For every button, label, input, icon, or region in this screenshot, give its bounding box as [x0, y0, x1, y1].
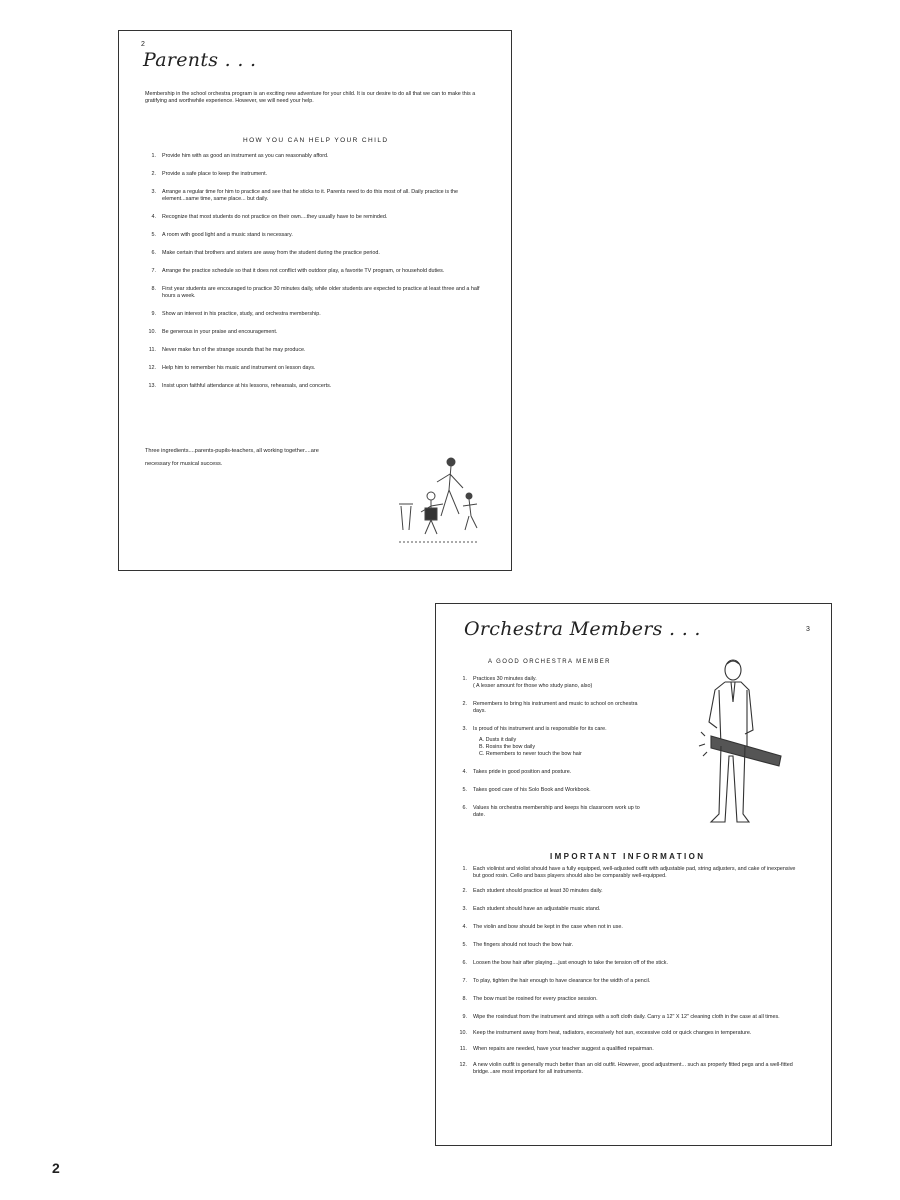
sub-item: C. Remembers to never touch the bow hair — [479, 751, 582, 757]
parents-title: Parents . . . — [143, 49, 257, 71]
list-item: 3. Each student should have an adjustable music stand. — [462, 906, 601, 912]
list-item: 9. Show an interest in his practice, study, and orchestra membership. — [151, 311, 321, 317]
list-item: 6. Loosen the bow hair after playing....just enough to take the tension off of the stick. — [462, 960, 668, 966]
orchestra-member-list — [450, 676, 650, 830]
list-item: 1. Practices 30 minutes daily. ( A lesser amount for those who study piano, also) — [462, 676, 593, 689]
list-item: 8. The bow must be rosined for every practice session. — [462, 996, 598, 1002]
list-item: 11. Never make fun of the strange sounds that he may produce. — [148, 347, 306, 353]
parents-list — [139, 153, 489, 401]
list-item: 5. A room with good light and a music stand is necessary. — [151, 232, 293, 238]
orchestra-title: Orchestra Members . . . — [464, 618, 701, 640]
list-item: 12. A new violin outfit is generally much better than an old outfit. However, good adjustment... such as properly fitted pegs and a well-fitted bridge...are most important for all instruments. — [459, 1062, 793, 1075]
list-item: 11. When repairs are needed, have your teacher suggest a qualified repairman. — [459, 1046, 654, 1052]
list-item: 1. Provide him with as good an instrument as you can reasonably afford. — [151, 153, 329, 159]
list-item: 2. Provide a safe place to keep the instrument. — [151, 171, 268, 177]
list-item: 6. Values his orchestra membership and keeps his classroom work up to date. — [462, 805, 640, 818]
parents-intro: Membership in the school orchestra program is an exciting new adventure for your child. It is our desire to do all that we can to make this a gratifying and worthwhile experience. However, we will need your help. — [145, 91, 476, 104]
orchestra-heading: A GOOD ORCHESTRA MEMBER — [488, 659, 611, 665]
parents-heading: HOW YOU CAN HELP YOUR CHILD — [243, 137, 389, 144]
list-item: 5. The fingers should not touch the bow hair. — [462, 942, 574, 948]
list-item: 5. Takes good care of his Solo Book and Workbook. — [462, 787, 591, 793]
list-item: 10. Keep the instrument away from heat, radiators, excessively hot sun, excessive cold or quick changes in temperature. — [459, 1030, 752, 1036]
family-illustration — [389, 446, 489, 551]
list-item: 10. Be generous in your praise and encouragement. — [148, 329, 278, 335]
parents-page — [118, 30, 512, 571]
orchestra-page-number: 3 — [806, 626, 810, 633]
list-item: 2. Each student should practice at least 30 minutes daily. — [462, 888, 603, 894]
parents-page-number: 2 — [141, 41, 145, 48]
list-item: 7. To play, tighten the hair enough to have clearance for the width of a pencil. — [462, 978, 651, 984]
sub-item: B. Rosins the bow daily — [479, 744, 536, 750]
list-item: 7. Arrange the practice schedule so that it does not conflict with outdoor play, a favorite TV program, or household duties. — [151, 268, 445, 274]
sub-item: A. Dusts it daily — [479, 737, 517, 743]
list-item: 2. Remembers to bring his instrument and music to school on orchestra days. — [462, 701, 638, 714]
orchestra-member-illustration — [691, 656, 791, 831]
important-information-list — [450, 866, 800, 1082]
parents-outro: Three ingredients....parents-pupils-teachers, all working together....are necessary for musical success. — [145, 448, 319, 467]
list-item: 8. First year students are encouraged to practice 30 minutes daily, while older students are expected to practice at least three and a half hours a week. — [151, 286, 480, 299]
list-item: 4. Recognize that most students do not practice on their own....they usually have to be reminded. — [151, 214, 388, 220]
list-item: 3. Arrange a regular time for him to practice and see that he sticks to it. Parents need to do this most of all. Daily practice is the element...same time, same place... but daily. — [151, 189, 459, 202]
orchestra-page — [435, 603, 832, 1146]
important-information-heading: IMPORTANT INFORMATION — [550, 852, 706, 861]
list-item: 6. Make certain that brothers and sisters are away from the student during the practice period. — [151, 250, 380, 256]
page-number: 2 — [52, 1160, 60, 1176]
list-item: 3. Is proud of his instrument and is responsible for its care. A. Dusts it daily B. Rosins the bow daily C. Remembers to never touch the bow hair — [450, 726, 650, 758]
list-item: 1. Each violinist and violist should have a fully equipped, well-adjusted outfit with adjustable pad, string adjusters, and cake of inexpensive but good rosin. Cello and bass players should also be comparably well-equipped. — [462, 866, 796, 879]
list-item: 4. The violin and bow should be kept in the case when not in use. — [462, 924, 623, 930]
list-item: 4. Takes pride in good position and posture. — [462, 769, 572, 775]
list-item: 13. Insist upon faithful attendance at his lessons, rehearsals, and concerts. — [148, 383, 332, 389]
list-item: 12. Help him to remember his music and instrument on lesson days. — [148, 365, 316, 371]
list-item: 9. Wipe the rosindust from the instrument and strings with a soft cloth daily. Carry a 12" X 12" cleaning cloth in the case at all times. — [462, 1014, 780, 1020]
